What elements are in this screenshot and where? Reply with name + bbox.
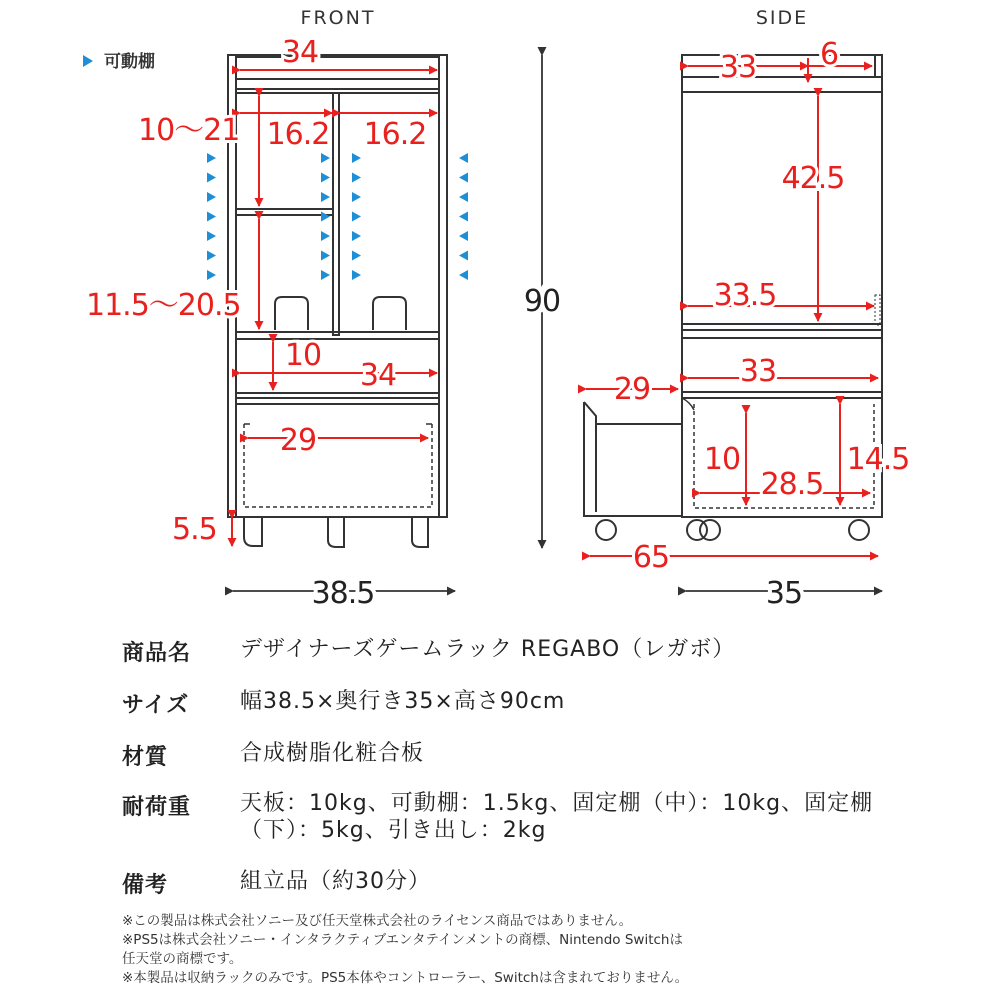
movable-shelf-left (236, 209, 333, 215)
movable-shelf-marker (352, 212, 361, 222)
dim-upper-height: 42.5 (781, 161, 845, 196)
dim-bay-right: 16.2 (363, 117, 427, 152)
movable-shelf-marker (207, 251, 216, 261)
dim-leg-height: 5.5 (172, 512, 217, 547)
controller-hook-right (373, 297, 406, 330)
controller-hook-left (275, 297, 308, 330)
movable-shelf-marker (207, 153, 216, 163)
extended-drawer (584, 402, 682, 516)
movable-shelf-markers (207, 153, 468, 280)
spec-value: デザイナーズゲームラック REGABO（レガボ） (240, 637, 736, 662)
movable-shelf-marker (352, 251, 361, 261)
dim-drawer-gap: 10 (284, 338, 322, 373)
dim-top-back: 6 (819, 37, 839, 72)
movable-shelf-marker (352, 231, 361, 241)
spec-label: 耐荷重 (122, 795, 192, 820)
dim-overall-width: 38.5 (311, 576, 375, 611)
spec-label: 商品名 (122, 641, 192, 666)
movable-shelf-marker (459, 251, 468, 261)
dim-drawer-inner-depth: 28.5 (760, 467, 824, 502)
drawer-box (244, 424, 432, 507)
caster-right (412, 517, 428, 547)
spec-value: 合成樹脂化粧合板 (240, 741, 425, 766)
movable-shelf-marker (352, 173, 361, 183)
spec-label: サイズ (122, 693, 190, 718)
side-caster-extended (596, 520, 616, 540)
dim-width-top: 34 (281, 35, 319, 70)
movable-shelf-marker (459, 212, 468, 222)
movable-shelf-marker (459, 270, 468, 280)
spec-value: 天板：10kg、可動棚：1.5kg、固定棚（中）：10kg、固定棚（下）：5kg、引き出し：2kg (240, 791, 874, 843)
side-caster-rear (849, 520, 869, 540)
movable-shelf-marker (207, 192, 216, 202)
footnote-line: 任天堂の商標です。 (122, 951, 243, 967)
movable-shelf-legend-label: 可動棚 (104, 52, 155, 72)
movable-shelf-marker (352, 270, 361, 280)
movable-shelf-marker (321, 231, 330, 241)
spec-value: 組立品（約30分） (240, 869, 431, 894)
dim-drawer-width: 34 (359, 358, 397, 393)
footnote-line: ※この製品は株式会社ソニー及び任天堂株式会社のライセンス商品ではありません。 (122, 913, 633, 929)
dim-drawer-depth-outer: 33 (739, 354, 777, 389)
movable-shelf-marker (459, 153, 468, 163)
side-view-title: SIDE (755, 7, 809, 29)
movable-shelf-marker (321, 212, 330, 222)
spec-value: 幅38.5×奥行き35×高さ90cm (240, 689, 566, 714)
dim-box-width: 29 (279, 423, 317, 458)
dim-drawer-height: 14.5 (846, 442, 910, 477)
dim-shelf-range-upper: 10〜21 (138, 113, 240, 148)
movable-shelf-marker (352, 192, 361, 202)
movable-shelf-marker (321, 251, 330, 261)
spec-label: 備考 (122, 873, 169, 898)
spec-label: 材質 (122, 745, 169, 770)
movable-shelf-marker (207, 270, 216, 280)
movable-shelf-marker (321, 270, 330, 280)
footnotes (122, 912, 982, 988)
dim-top-depth: 33 (719, 50, 757, 85)
movable-shelf-marker (207, 231, 216, 241)
movable-shelf-marker (459, 231, 468, 241)
footnote-line: ※PS5は株式会社ソニー・インタラクティブエンタテインメントの商標、Nintendo Switchは (122, 932, 683, 948)
dim-extended-depth: 65 (632, 540, 670, 575)
movable-shelf-marker (459, 173, 468, 183)
front-view-title: FRONT (300, 7, 376, 29)
footnote-line: ※本製品は収納ラックのみです。PS5本体やコントローラー、Switchは含まれておりません。 (122, 970, 689, 986)
caster-center (328, 517, 344, 547)
dim-shelf-range-lower: 11.5〜20.5 (86, 288, 241, 323)
movable-shelf-marker (352, 153, 361, 163)
movable-shelf-marker (207, 212, 216, 222)
movable-shelf-marker (321, 192, 330, 202)
movable-shelf-marker (207, 173, 216, 183)
dim-overall-depth: 35 (765, 576, 803, 611)
dim-drawer-extension: 29 (613, 372, 651, 407)
side-caster-front-b (700, 520, 720, 540)
dim-drawer-inner-height: 10 (703, 442, 741, 477)
dim-overall-height: 90 (523, 284, 561, 319)
movable-shelf-marker (459, 192, 468, 202)
movable-shelf-legend-icon (83, 55, 93, 67)
side-vent-slot (875, 295, 880, 325)
dim-bay-left: 16.2 (266, 117, 330, 152)
dim-shelf-depth: 33.5 (713, 278, 777, 313)
movable-shelf-marker (321, 173, 330, 183)
caster-left (244, 517, 262, 546)
movable-shelf-marker (321, 153, 330, 163)
